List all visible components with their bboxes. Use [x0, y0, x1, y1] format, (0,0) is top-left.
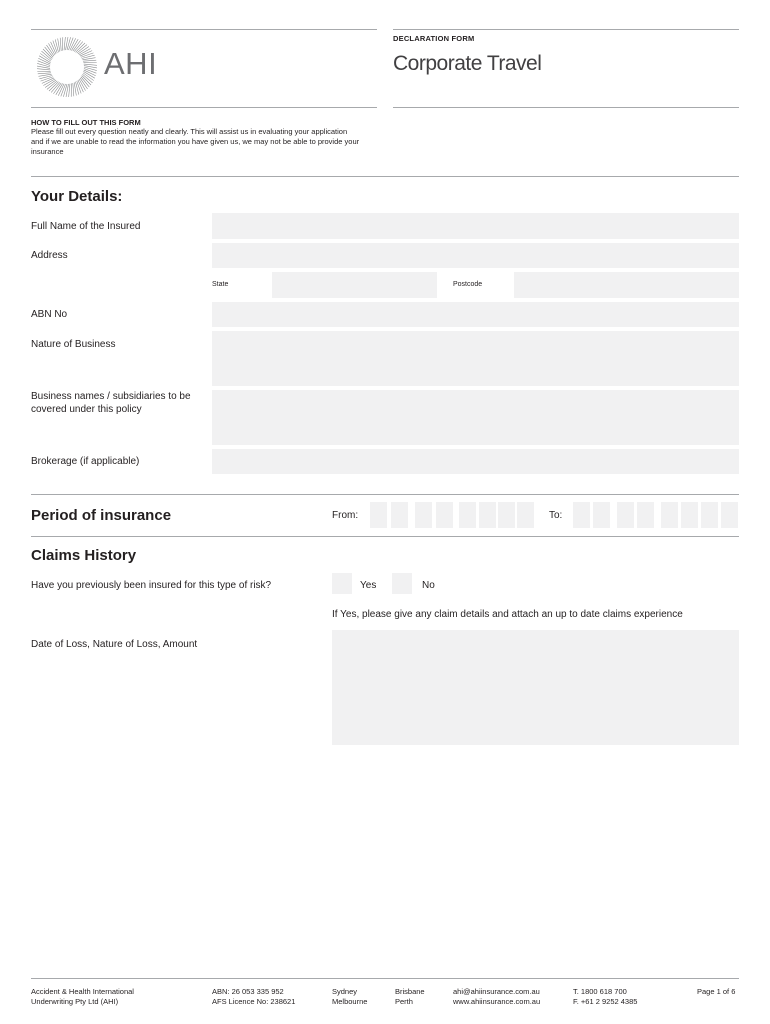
to-date-box[interactable]: [721, 502, 738, 528]
state-label: State: [212, 281, 229, 288]
footer-cities-b: [395, 987, 425, 1007]
to-date-box[interactable]: [701, 502, 718, 528]
footer-licence: [212, 987, 295, 1007]
to-label: To:: [549, 510, 563, 521]
instructions-body: Please fill out every question neatly and clearly. This will assist us in evaluating your application and if we are unable to read the information you have given us, we may not be able to provide your insurance: [31, 127, 360, 156]
from-date-box[interactable]: [391, 502, 408, 528]
footer-contact-web: [453, 987, 540, 1007]
footer-website[interactable]: www.ahiinsurance.com.au: [453, 997, 541, 1006]
page-number: [697, 987, 735, 997]
footer-fax: F. +61 2 9252 4385: [573, 997, 638, 1006]
footer-company: [31, 987, 134, 1007]
to-date-box[interactable]: [637, 502, 654, 528]
header-bottom-rule-right: [393, 107, 739, 108]
logo-ray: [38, 73, 51, 74]
full-name-field[interactable]: [212, 213, 739, 239]
from-date-box[interactable]: [415, 502, 432, 528]
to-date-box[interactable]: [617, 502, 634, 528]
section-divider: [31, 494, 739, 495]
no-checkbox[interactable]: [392, 573, 412, 594]
footer-company-line1: Accident & Health International: [31, 987, 134, 996]
insured-before-question: Have you previously been insured for this type of risk?: [31, 580, 272, 591]
address-label: Address: [31, 250, 68, 261]
footer-city: Perth: [395, 997, 413, 1006]
header-bottom-rule-left: [31, 107, 377, 108]
from-date-box[interactable]: [370, 502, 387, 528]
abn-label: ABN No: [31, 309, 68, 320]
business-names-label: Business names / subsidiaries to be covered under this policy: [31, 391, 191, 415]
claim-details-instruction: If Yes, please give any claim details and attach an up to date claims experience: [332, 609, 683, 620]
yes-checkbox[interactable]: [332, 573, 352, 594]
section-divider: [31, 536, 739, 537]
form-type: DECLARATION FORM: [393, 34, 475, 43]
footer-city: Brisbane: [395, 987, 425, 996]
business-names-field[interactable]: [212, 390, 739, 445]
claims-title: Claims History: [31, 547, 137, 564]
period-title: Period of insurance: [31, 507, 172, 524]
to-date-box[interactable]: [573, 502, 590, 528]
logo-text: AHI: [104, 46, 158, 81]
page-title: Corporate Travel: [393, 52, 542, 75]
footer-rule: [31, 978, 739, 979]
abn-field[interactable]: [212, 302, 739, 327]
your-details-title: Your Details:: [31, 188, 123, 205]
footer-cities-a: [332, 987, 367, 1007]
no-label: No: [422, 580, 435, 591]
section-divider: [31, 176, 739, 177]
nature-of-business-field[interactable]: [212, 331, 739, 386]
page-number-text: Page 1 of 6: [697, 987, 736, 996]
brokerage-field[interactable]: [212, 449, 739, 474]
logo-ray: [84, 64, 97, 65]
to-date-box[interactable]: [593, 502, 610, 528]
from-date-box[interactable]: [479, 502, 496, 528]
logo-ray: [69, 84, 70, 97]
footer-city: Melbourne: [332, 997, 368, 1006]
postcode-field[interactable]: [514, 272, 739, 298]
full-name-label: Full Name of the Insured: [31, 221, 141, 232]
yes-label: Yes: [360, 580, 377, 591]
from-date-box[interactable]: [498, 502, 515, 528]
claim-details-field[interactable]: [332, 630, 739, 745]
from-label: From:: [332, 510, 359, 521]
to-date-box[interactable]: [681, 502, 698, 528]
to-date-box[interactable]: [661, 502, 678, 528]
header-rule-left: [31, 29, 377, 30]
footer-abn: ABN: 26 053 335 952: [212, 987, 284, 996]
logo-ray: [64, 37, 65, 50]
logo-ray: [73, 83, 74, 96]
from-date-box[interactable]: [436, 502, 453, 528]
footer-email[interactable]: ahi@ahiinsurance.com.au: [453, 987, 540, 996]
footer-afs: AFS Licence No: 238621: [212, 997, 296, 1006]
logo-ray: [37, 69, 50, 70]
footer-company-line2: Underwriting Pty Ltd (AHI): [31, 997, 119, 1006]
brokerage-label: Brokerage (if applicable): [31, 456, 140, 467]
from-date-box[interactable]: [459, 502, 476, 528]
sunburst-logo-icon: [36, 36, 98, 98]
footer-contact-phone: [573, 987, 637, 1007]
header-rule-right: [393, 29, 739, 30]
logo-ray: [83, 60, 96, 61]
from-date-box[interactable]: [517, 502, 534, 528]
date-of-loss-label: Date of Loss, Nature of Loss, Amount: [31, 639, 198, 650]
state-field[interactable]: [272, 272, 437, 298]
logo-ray: [60, 38, 61, 51]
footer-phone: T. 1800 618 700: [573, 987, 627, 996]
postcode-label: Postcode: [453, 281, 483, 288]
nature-of-business-label: Nature of Business: [31, 339, 116, 350]
instructions-heading: HOW TO FILL OUT THIS FORM: [31, 118, 141, 127]
footer-city: Sydney: [332, 987, 358, 996]
address-field[interactable]: [212, 243, 739, 268]
